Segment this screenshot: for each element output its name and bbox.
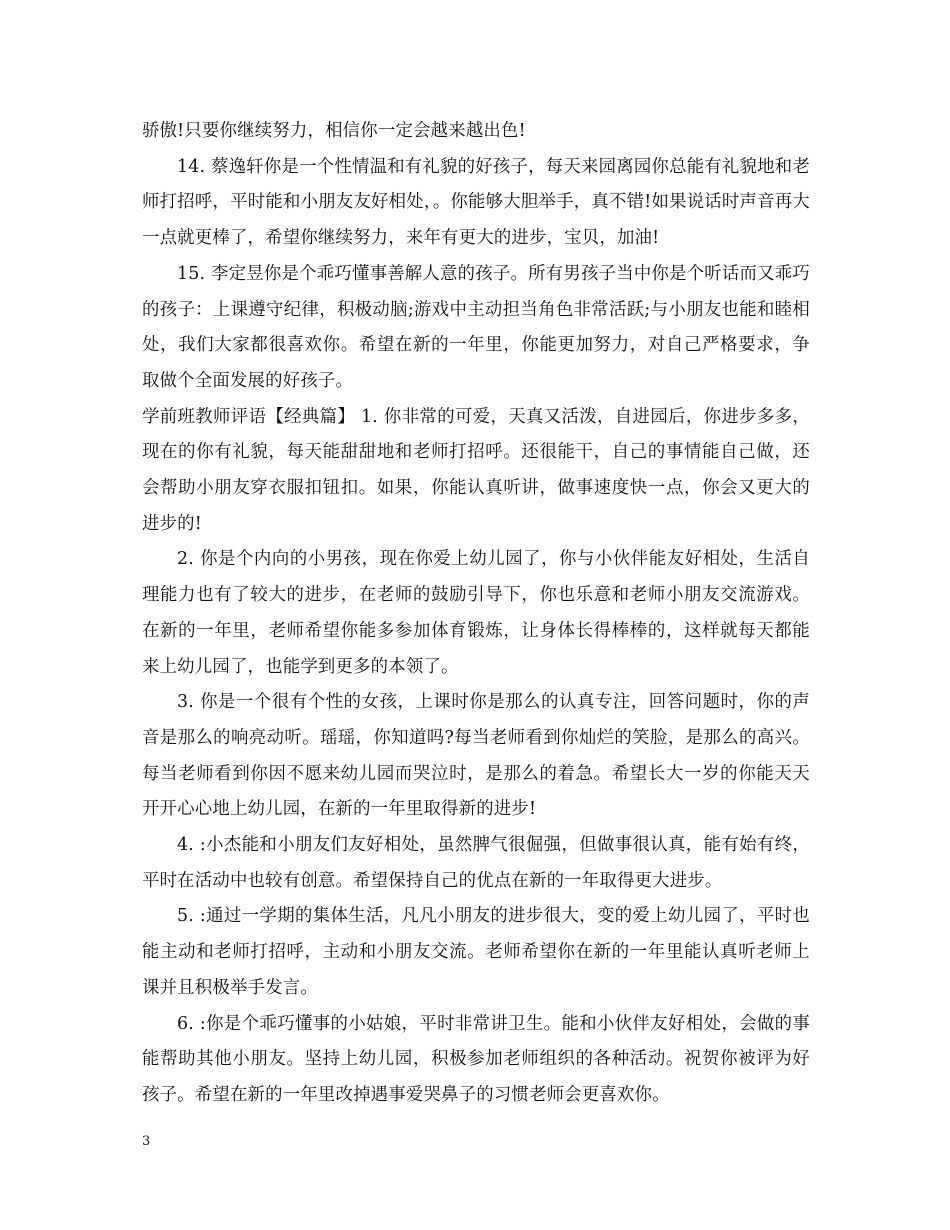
paragraph-continuation: 骄傲!只要你继续努力，相信你一定会越来越出色!	[142, 121, 526, 141]
paragraph-item-6: 6. :你是个乖巧懂事的小姑娘，平时非常讲卫生。能和小伙伴友好相处，会做的事能帮助其他小朋友。坚持上幼儿园，积极参加老师组织的各种活动。祝贺你被评为好孩子。希望在新的一年里改掉遇事爱哭鼻子的习惯老师会更喜欢你。	[142, 1013, 810, 1105]
paragraph-item-15: 15. 李定昱你是个乖巧懂事善解人意的孩子。所有男孩子当中你是个听话而又乖巧的孩子：上课遵守纪律，积极动脑;游戏中主动担当角色非常活跃;与小朋友也能和睦相处，我们大家都很喜欢你。希望在新的一年里，你能更加努力，对自己严格要求，争取做个全面发展的好孩子。	[142, 263, 810, 391]
paragraph-item-5: 5. :通过一学期的集体生活，凡凡小朋友的进步很大，变的爱上幼儿园了，平时也能主动和老师打招呼，主动和小朋友交流。老师希望你在新的一年里能认真听老师上课并且积极举手发言。	[142, 906, 810, 998]
paragraph-item-4: 4. :小杰能和小朋友们友好相处，虽然脾气很倔强，但做事很认真，能有始有终，平时在活动中也较有创意。希望保持自己的优点在新的一年取得更大进步。	[142, 835, 810, 891]
paragraph-section-heading-item-1: 学前班教师评语【经典篇】 1. 你非常的可爱，天真又活泼，自进园后，你进步多多，现在的你有礼貌，每天能甜甜地和老师打招呼。还很能干，自己的事情能自己做，还会帮助小朋友穿衣服扣钮扣。如果，你能认真听讲，做事速度快一点，你会又更大的进步的!	[142, 406, 810, 534]
paragraph-item-3: 3. 你是一个很有个性的女孩，上课时你是那么的认真专注，回答问题时，你的声音是那么的响亮动听。瑶瑶，你知道吗?每当老师看到你灿烂的笑脸，是那么的高兴。每当老师看到你因不愿来幼儿园而哭泣时，是那么的着急。希望长大一岁的你能天天开开心心地上幼儿园，在新的一年里取得新的进步!	[142, 692, 810, 820]
paragraph-item-14: 14. 蔡逸轩你是一个性情温和有礼貌的好孩子，每天来园离园你总能有礼貌地和老师打招呼，平时能和小朋友友好相处，。你能够大胆举手，真不错!如果说话时声音再大一点就更棒了，希望你继续努力，来年有更大的进步，宝贝，加油!	[142, 156, 810, 249]
page-number: 3	[142, 1134, 151, 1149]
document-body	[142, 114, 810, 1114]
paragraph-item-2: 2. 你是个内向的小男孩，现在你爱上幼儿园了，你与小伙伴能友好相处，生活自理能力也有了较大的进步，在老师的鼓励引导下，你也乐意和老师小朋友交流游戏。在新的一年里，老师希望你能多参加体育锻炼，让身体长得棒棒的，这样就每天都能来上幼儿园了，也能学到更多的本领了。	[142, 549, 810, 677]
